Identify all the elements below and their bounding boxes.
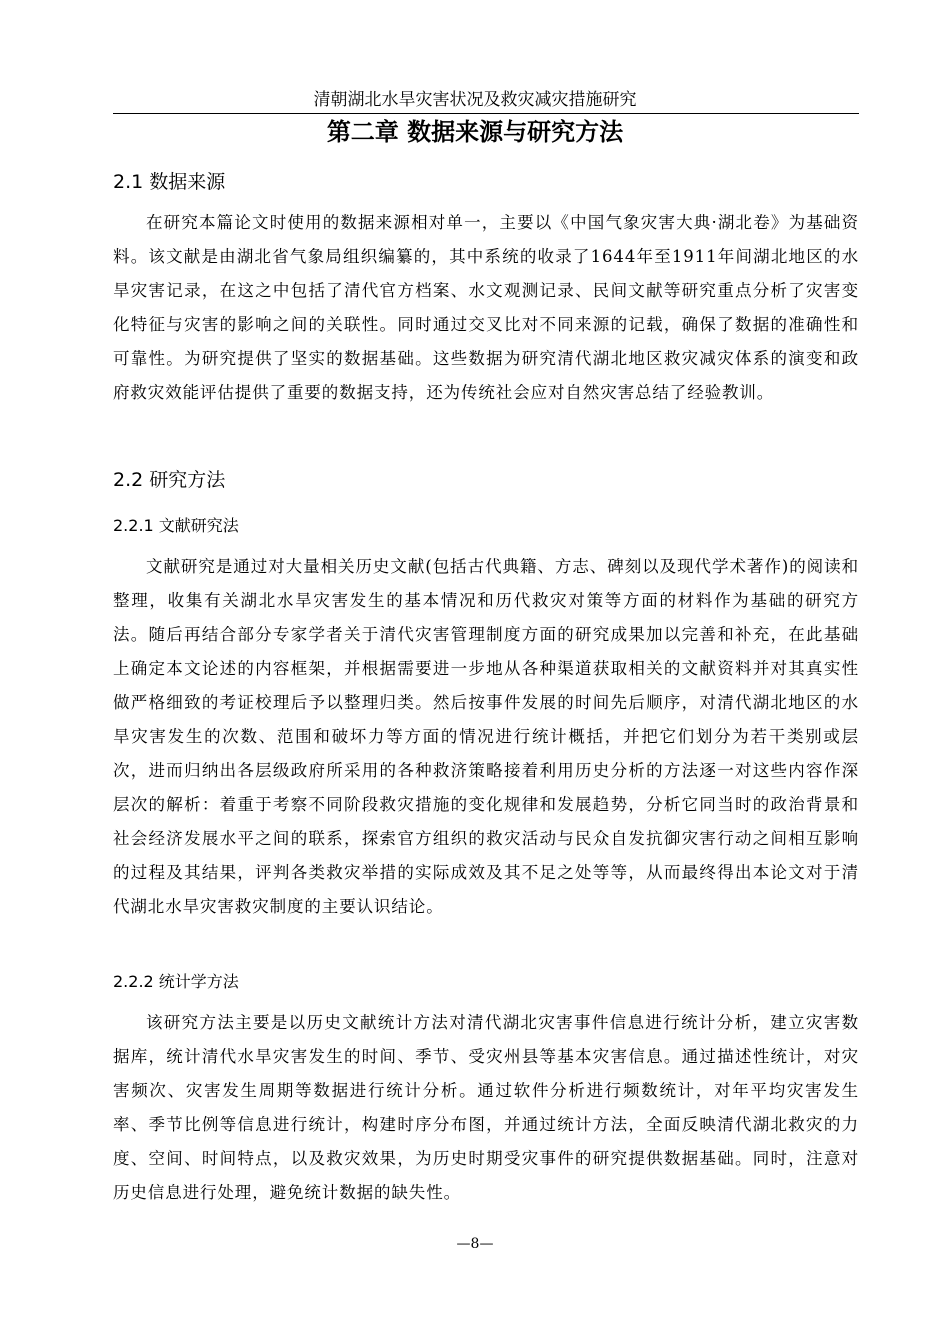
chapter-title: 第二章 数据来源与研究方法 — [326, 118, 624, 146]
section-2-1-paragraph: 在研究本篇论文时使用的数据来源相对单一，主要以《中国气象灾害大典·湖北卷》为基础资料。该文献是由湖北省气象局组织编纂的，其中系统的收录了1644年至1911年间湖北地区的水旱灾害记录，在这之中包括了清代官方档案、水文观测记录、民间文献等研究重点分析了灾害变化特征与灾害的影响之间的关联性。同时通过交叉比对不同来源的记载，确保了数据的准确性和可靠性。为研究提供了坚实的数据基础。这些数据为研究清代湖北地区救灾减灾体系的演变和政府救灾效能评估提供了重要的数据支持，还为传统社会应对自然灾害总结了经验教训。 — [113, 213, 859, 402]
section-2-2-2-paragraph: 该研究方法主要是以历史文献统计方法对清代湖北灾害事件信息进行统计分析，建立灾害数据库，统计清代水旱灾害发生的时间、季节、受灾州县等基本灾害信息。通过描述性统计，对灾害频次、灾害发生周期等数据进行统计分析。通过软件分析进行频数统计，对年平均灾害发生率、季节比例等信息进行统计，构建时序分布图，并通过统计方法，全面反映清代湖北救灾的力度、空间、时间特点，以及救灾效果，为历史时期受灾事件的研究提供数据基础。同时，注意对历史信息进行处理，避免统计数据的缺失性。 — [113, 1013, 859, 1202]
page-number: —8— — [456, 1236, 494, 1252]
section-2-1-heading: 2.1 数据来源 — [113, 171, 226, 193]
running-header: 清朝湖北水旱灾害状况及救灾减灾措施研究 — [313, 90, 637, 110]
section-2-2-1-heading: 2.2.1 文献研究法 — [113, 516, 239, 535]
section-2-2-1-paragraph: 文献研究是通过对大量相关历史文献(包括古代典籍、方志、碑刻以及现代学术著作)的阅读和整理，收集有关湖北水旱灾害发生的基本情况和历代救灾对策等方面的材料作为基础的研究方法。随后再结合部分专家学者关于清代灾害管理制度方面的研究成果加以完善和补充，在此基础上确定本文论述的内容框架，并根据需要进一步地从各种渠道获取相关的文献资料并对其真实性做严格细致的考证校理后予以整理归类。然后按事件发展的时间先后顺序，对清代湖北地区的水旱灾害发生的次数、范围和破坏力等方面的情况进行统计概括，并把它们划分为若干类别或层次，进而归纳出各层级政府所采用的各种救济策略接着利用历史分析的方法逐一对这些内容作深层次的解析：着重于考察不同阶段救灾措施的变化规律和发展趋势，分析它同当时的政治背景和社会经济发展水平之间的联系，探索官方组织的救灾活动与民众自发抗御灾害行动之间相互影响的过程及其结果，评判各类救灾举措的实际成效及其不足之处等等，从而最终得出本论文对于清代湖北水旱灾害救灾制度的主要认识结论。 — [113, 557, 859, 916]
section-2-2-heading: 2.2 研究方法 — [113, 469, 226, 491]
section-2-2-2-heading: 2.2.2 统计学方法 — [113, 972, 239, 991]
